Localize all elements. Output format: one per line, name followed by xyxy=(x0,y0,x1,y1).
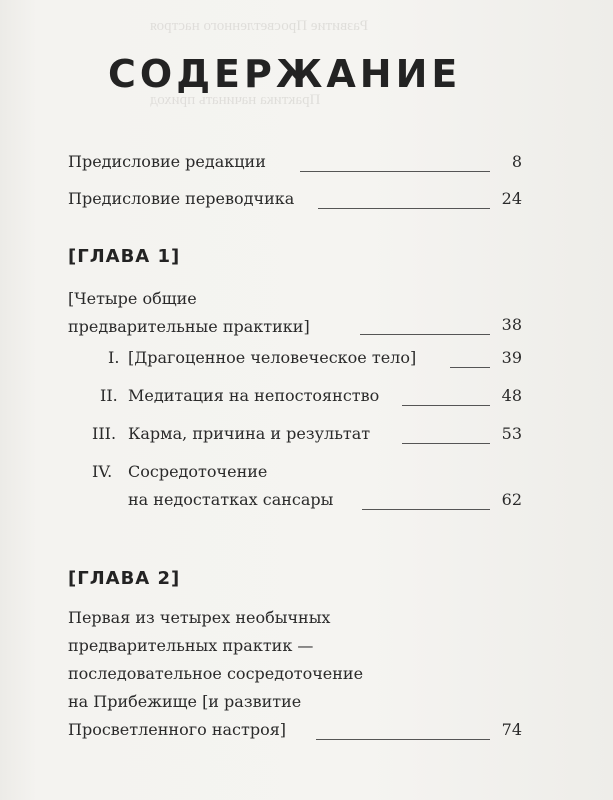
leader-line xyxy=(316,739,490,740)
toc-subentry-title xyxy=(128,382,379,410)
toc-subentry-title xyxy=(128,458,333,514)
toc-entry[interactable] xyxy=(68,285,310,341)
toc-page-number: 24 xyxy=(501,189,522,208)
toc-subentry-title-line: на недостатках сансары xyxy=(128,490,334,509)
leader-line xyxy=(360,334,490,335)
toc-entry-title-line: последовательное сосредоточение xyxy=(68,664,364,683)
toc-subentry[interactable] xyxy=(100,382,118,410)
toc-page-number: 8 xyxy=(511,152,522,171)
toc-entry-title: Предисловие переводчика xyxy=(68,189,295,208)
toc-page-number: 39 xyxy=(501,348,522,367)
toc-entry-title-line: предварительные практики] xyxy=(68,317,310,336)
toc-entry[interactable] xyxy=(68,148,266,176)
toc-entry-title-line: Первая из четырех необычных xyxy=(68,608,331,627)
toc-subentry-title-line: Сосредоточение xyxy=(128,462,268,481)
toc-subentry-title-line: [Драгоценное человеческое тело] xyxy=(128,348,417,367)
bleed-through-text: Развитие Просветленного настроя xyxy=(150,18,369,34)
chapter-heading: [ГЛАВА 1] xyxy=(68,246,181,267)
toc-entry[interactable] xyxy=(68,604,363,744)
toc-subentry[interactable] xyxy=(92,458,112,486)
toc-entry-title: Предисловие редакции xyxy=(68,152,266,171)
toc-subentry-number: IV. xyxy=(92,462,113,481)
toc-subentry-number: III. xyxy=(92,424,117,443)
toc-entry-title-line: на Прибежище [и развитие xyxy=(68,692,302,711)
toc-page-number: 62 xyxy=(501,490,522,509)
toc-page-number: 74 xyxy=(501,720,522,739)
toc-entry-title-line: [Четыре общие xyxy=(68,289,197,308)
leader-line xyxy=(402,405,490,406)
leader-line xyxy=(362,509,490,510)
toc-subentry-number: II. xyxy=(100,386,118,405)
toc-entry-title-line: Просветленного настроя] xyxy=(68,720,287,739)
toc-subentry[interactable] xyxy=(92,420,116,448)
toc-entry[interactable] xyxy=(68,185,294,213)
leader-line xyxy=(300,171,490,172)
toc-subentry[interactable] xyxy=(108,344,119,372)
toc-page-number: 48 xyxy=(501,386,522,405)
leader-line xyxy=(402,443,490,444)
toc-entry-title-line: предварительных практик — xyxy=(68,636,314,655)
bleed-through-text: Практика начинать приход xyxy=(150,92,321,108)
leader-line xyxy=(318,208,490,209)
toc-subentry-title xyxy=(128,344,416,372)
toc-subentry-title-line: Карма, причина и результат xyxy=(128,424,371,443)
toc-subentry-number: I. xyxy=(108,348,120,367)
page-title: СОДЕРЖАНИЕ xyxy=(108,52,462,96)
chapter-heading: [ГЛАВА 2] xyxy=(68,568,181,589)
toc-subentry-title xyxy=(128,420,370,448)
toc-page-number: 38 xyxy=(501,315,522,334)
toc-page-number: 53 xyxy=(501,424,522,443)
toc-subentry-title-line: Медитация на непостоянство xyxy=(128,386,380,405)
